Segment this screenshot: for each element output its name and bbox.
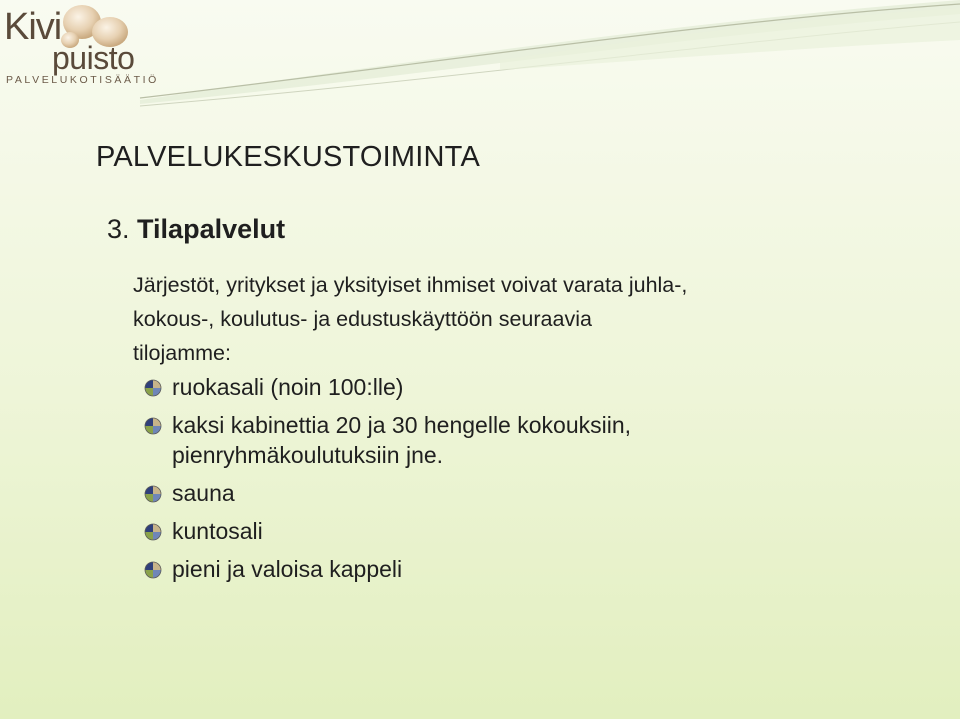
list-item bbox=[144, 478, 864, 508]
slide-subtitle bbox=[107, 214, 285, 245]
list-item bbox=[144, 516, 864, 546]
kivipuisto-logo bbox=[0, 0, 159, 92]
intro-line: tilojamme: bbox=[133, 341, 231, 365]
list-item-text: pieni ja valoisa kappeli bbox=[172, 556, 403, 582]
logo-word-puisto: puisto bbox=[52, 40, 135, 76]
list-item-text: kuntosali bbox=[172, 518, 263, 544]
decorative-swoosh bbox=[0, 0, 960, 130]
intro-paragraph bbox=[133, 268, 833, 370]
logo-subtitle: PALVELUKOTISÄÄTIÖ bbox=[6, 74, 159, 86]
quadrant-bullet-icon bbox=[144, 523, 162, 541]
list-item-text: ruokasali (noin 100:lle) bbox=[172, 374, 404, 400]
list-item bbox=[144, 554, 864, 584]
subtitle-text: Tilapalvelut bbox=[137, 214, 286, 244]
subtitle-number: 3. bbox=[107, 214, 130, 244]
logo-word-kivi: Kivi bbox=[4, 6, 62, 48]
facilities-list bbox=[144, 372, 864, 592]
quadrant-bullet-icon bbox=[144, 417, 162, 435]
quadrant-bullet-icon bbox=[144, 379, 162, 397]
list-item-text: kaksi kabinettia 20 ja 30 hengelle kokouksiin, pienryhmäkoulutuksiin jne. bbox=[172, 412, 632, 468]
intro-line: Järjestöt, yritykset ja yksityiset ihmiset voivat varata juhla-, bbox=[133, 273, 688, 297]
intro-line: kokous-, koulutus- ja edustuskäyttöön seuraavia bbox=[133, 307, 592, 331]
list-item bbox=[144, 372, 864, 402]
list-item bbox=[144, 410, 864, 470]
quadrant-bullet-icon bbox=[144, 561, 162, 579]
quadrant-bullet-icon bbox=[144, 485, 162, 503]
slide-title: PALVELUKESKUSTOIMINTA bbox=[96, 141, 480, 173]
list-item-text: sauna bbox=[172, 480, 235, 506]
